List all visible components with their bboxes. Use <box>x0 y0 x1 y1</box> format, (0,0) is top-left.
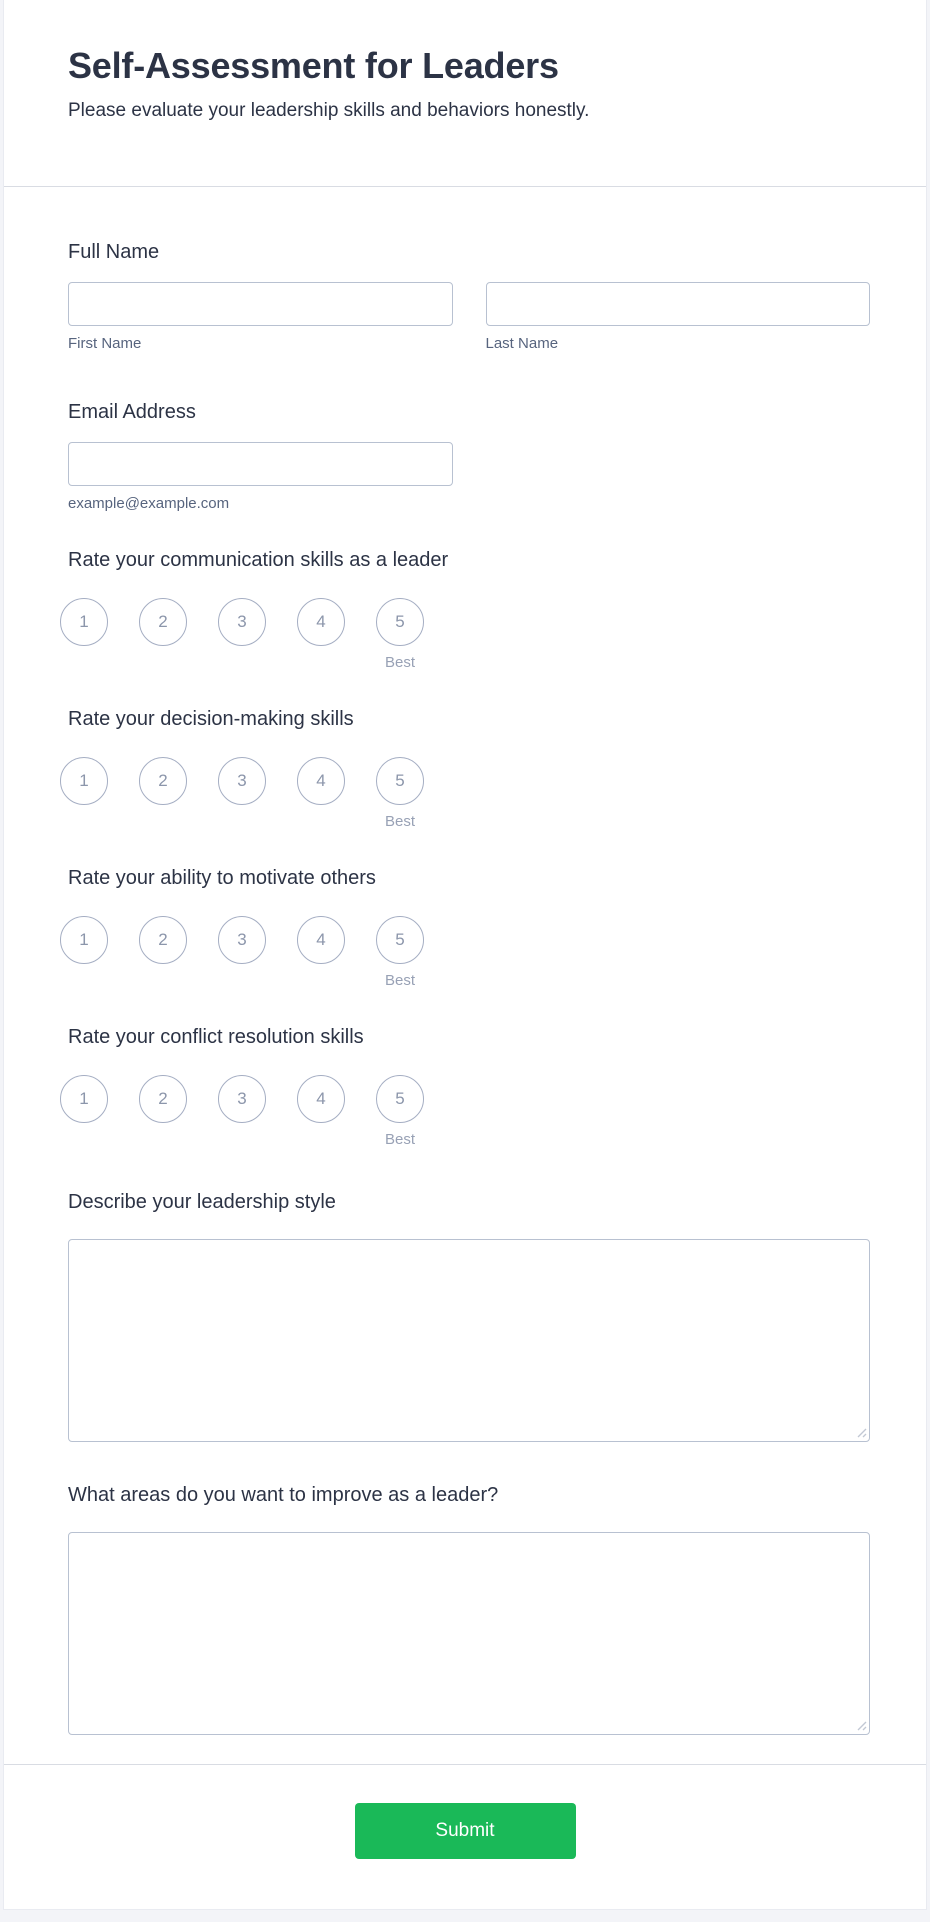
rating-question <box>68 865 870 990</box>
question-label: Rate your decision-making skills <box>68 708 354 730</box>
last-name-input[interactable] <box>486 282 871 326</box>
rating-option-3[interactable]: 3 <box>218 598 266 646</box>
question-label: Rate your conflict resolution skills <box>68 1026 364 1048</box>
rating-option-col <box>376 757 424 831</box>
rating-option-2[interactable]: 2 <box>139 1075 187 1123</box>
first-name-sublabel: First Name <box>68 335 142 352</box>
rating-option-3[interactable]: 3 <box>218 1075 266 1123</box>
rating-option-col <box>139 1075 187 1149</box>
form-card <box>3 0 927 1910</box>
last-name-sublabel: Last Name <box>485 335 559 352</box>
question-label: Rate your ability to motivate others <box>68 867 376 889</box>
rating-option-col <box>60 916 108 990</box>
rating-option-col <box>218 1075 266 1149</box>
rating-option-col <box>297 1075 345 1149</box>
email-sublabel: example@example.com <box>68 495 230 512</box>
rating-scale <box>60 1075 870 1149</box>
rating-option-col <box>376 1075 424 1149</box>
question-label: Describe your leadership style <box>68 1191 336 1213</box>
form-footer <box>4 1765 926 1889</box>
textarea-question <box>68 1189 870 1442</box>
resize-handle-icon[interactable] <box>855 1426 867 1438</box>
rating-option-3[interactable]: 3 <box>218 916 266 964</box>
rating-option-3[interactable]: 3 <box>218 757 266 805</box>
rating-option-2[interactable]: 2 <box>139 757 187 805</box>
rating-option-4[interactable]: 4 <box>297 916 345 964</box>
rating-option-1[interactable]: 1 <box>60 916 108 964</box>
first-name-input[interactable] <box>68 282 453 326</box>
rating-option-5[interactable]: 5 <box>376 916 424 964</box>
rating-option-5[interactable]: 5 <box>376 1075 424 1123</box>
best-label: Best <box>384 972 415 989</box>
textarea-questions-section <box>68 1189 870 1735</box>
best-label: Best <box>384 654 415 671</box>
rating-option-4[interactable]: 4 <box>297 598 345 646</box>
rating-option-1[interactable]: 1 <box>60 598 108 646</box>
full-name-label: Full Name <box>68 241 160 263</box>
rating-questions-section <box>68 547 870 1149</box>
rating-option-4[interactable]: 4 <box>297 1075 345 1123</box>
name-inputs-row <box>68 282 870 353</box>
page-title: Self-Assessment for Leaders <box>68 45 559 86</box>
answer-textarea[interactable] <box>68 1239 870 1442</box>
textarea-question <box>68 1482 870 1735</box>
form-body <box>4 187 926 1735</box>
rating-question <box>68 1024 870 1149</box>
rating-option-col <box>218 916 266 990</box>
rating-scale <box>60 916 870 990</box>
form-header <box>4 0 926 186</box>
rating-option-col <box>60 757 108 831</box>
first-name-col <box>68 282 453 353</box>
rating-option-col <box>139 757 187 831</box>
rating-scale <box>60 598 870 672</box>
rating-question <box>68 706 870 831</box>
rating-option-col <box>376 598 424 672</box>
email-input[interactable] <box>68 442 453 486</box>
email-input-wrap <box>68 442 453 486</box>
answer-textarea[interactable] <box>68 1532 870 1735</box>
rating-option-col <box>297 598 345 672</box>
rating-option-col <box>60 598 108 672</box>
rating-option-col <box>297 916 345 990</box>
last-name-col <box>486 282 871 353</box>
rating-question <box>68 547 870 672</box>
textarea-wrap <box>68 1532 870 1735</box>
full-name-field <box>68 239 870 353</box>
question-label: Rate your communication skills as a leader <box>68 549 449 571</box>
rating-option-5[interactable]: 5 <box>376 757 424 805</box>
rating-option-4[interactable]: 4 <box>297 757 345 805</box>
email-field <box>68 399 870 513</box>
question-label: What areas do you want to improve as a leader? <box>68 1484 499 1506</box>
rating-option-col <box>218 757 266 831</box>
rating-option-col <box>139 916 187 990</box>
rating-option-col <box>376 916 424 990</box>
rating-option-col <box>139 598 187 672</box>
rating-option-col <box>297 757 345 831</box>
submit-button[interactable]: Submit <box>355 1803 576 1859</box>
rating-option-1[interactable]: 1 <box>60 1075 108 1123</box>
rating-option-col <box>218 598 266 672</box>
resize-handle-icon[interactable] <box>855 1719 867 1731</box>
rating-option-col <box>60 1075 108 1149</box>
rating-option-1[interactable]: 1 <box>60 757 108 805</box>
email-label: Email Address <box>68 401 196 423</box>
textarea-wrap <box>68 1239 870 1442</box>
best-label: Best <box>384 813 415 830</box>
rating-option-2[interactable]: 2 <box>139 598 187 646</box>
rating-option-5[interactable]: 5 <box>376 598 424 646</box>
rating-scale <box>60 757 870 831</box>
rating-option-2[interactable]: 2 <box>139 916 187 964</box>
best-label: Best <box>384 1131 415 1148</box>
page-subtitle: Please evaluate your leadership skills and behaviors honestly. <box>68 100 590 121</box>
